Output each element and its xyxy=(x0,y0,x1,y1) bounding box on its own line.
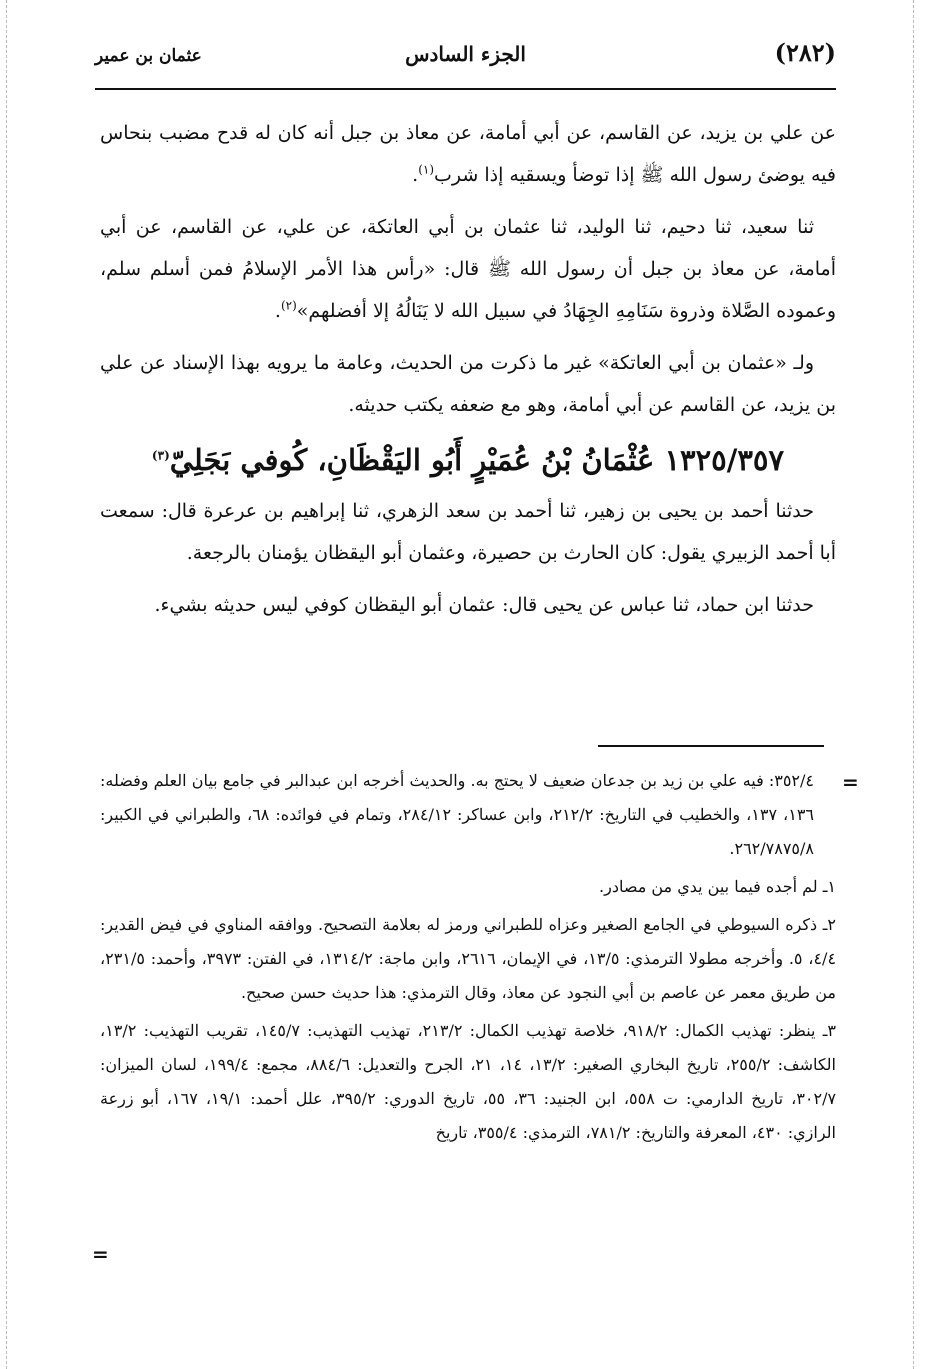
footnote-1: ١ـ لم أجده فيما بين يدي من مصادر. xyxy=(599,877,836,896)
scan-edge-line-right xyxy=(913,0,914,1369)
paragraph-1-text: عن علي بن يزيد، عن القاسم، عن أبي أمامة، عن معاذ بن جبل أنه كان له قدح مضبب بنحاس فيه يوضئ رسول الله ﷺ إذا توضأ ويسقيه إذا شرب xyxy=(100,122,836,186)
paragraph-2-end: . xyxy=(274,300,281,322)
paragraph-1-end: . xyxy=(412,164,419,186)
entry-heading-text: ١٣٢٥/٣٥٧ عُثْمَانُ بْنُ عُمَيْرٍ أَبُو اليَقْظَانِ، كُوفي بَجَلِيّ xyxy=(169,443,785,477)
footnote-continued: ٣٥٢/٤: فيه علي بن زيد بن جدعان ضعيف لا يحتج به. والحديث أخرجه ابن عبدالبر في جامع بيان العلم وفضله: ١٣٦، ١٣٧، والخطيب في التاريخ: ٢١٢/٢، وابن عساكر: ٢٨٤/١٢، وتمام في فوائده: ٦٨، والطبراني في الكبير: ٢٦٢/٧٨٧٥/٨. xyxy=(100,771,815,858)
paragraph-3: ولـ «عثمان بن أبي العاتكة» غير ما ذكرت من الحديث، وعامة ما يرويه بهذا الإسناد عن علي بن يزيد، عن القاسم عن أبي أمامة، وهو مع ضعفه يكتب حديثه. xyxy=(100,352,836,416)
volume-title: الجزء السادس xyxy=(405,42,526,66)
paragraph-1 xyxy=(100,112,836,196)
footnote-ref-3: (٣) xyxy=(151,448,170,463)
scan-edge-line-left xyxy=(6,0,7,1369)
main-text xyxy=(100,112,836,636)
footnote-ref-2: (٢) xyxy=(280,298,297,313)
continuation-mark-bottom: = xyxy=(92,1242,109,1266)
paragraph-5: حدثنا ابن حماد، ثنا عباس عن يحيى قال: عثمان أبو اليقظان كوفي ليس حديثه بشيء. xyxy=(154,594,814,616)
footnote-ref-1: (١) xyxy=(418,162,435,177)
footnote-divider xyxy=(598,745,824,747)
footnote-3: ٣ـ ينظر: تهذيب الكمال: ٩١٨/٢، خلاصة تهذيب الكمال: ٢١٣/٢، تهذيب التهذيب: ١٤٥/٧، تقريب التهذيب: ١٣/٢، الكاشف: ٢٥٥/٢، تاريخ البخاري الصغير: ١٣/٢، ١٤، ٢١، الجرح والتعديل: ٨٨٤/٦، مجمع: ١٩٩/٤، لسان الميزان: ٣٠٢/٧، تاريخ الدارمي: ت ٥٥٨، ابن الجنيد: ٣٦، ٥٥، تاريخ الدوري: ٣٩٥/٢، علل أحمد: ١٩/١، ١٦٧، أبو زرعة الرازي: ٤٣٠، المعرفة والتاريخ: ٧٨١/٢، الترمذي: ٣٥٥/٤، تاريخ xyxy=(100,1021,837,1142)
continuation-mark-top: = xyxy=(842,770,859,794)
page-number: (٢٨٢) xyxy=(774,38,836,67)
running-title: عثمان بن عمير xyxy=(95,46,202,66)
paragraph-2 xyxy=(100,206,836,332)
footnotes xyxy=(100,764,836,1154)
paragraph-2-text: ثنا سعيد، ثنا دحيم، ثنا الوليد، ثنا عثمان بن أبي العاتكة، عن علي، عن القاسم، عن أبي أمامة، عن معاذ بن جبل أن رسول الله ﷺ قال: «رأس هذا الأمر الإسلامُ فمن أسلم سلم، وعموده الصَّلاة وذروة سَنَامِهِ الجِهَادُ في سبيل الله لا يَنَالُهُ إلا أفضلهم» xyxy=(100,216,836,322)
page-header xyxy=(95,34,836,86)
paragraph-4: حدثنا أحمد بن يحيى بن زهير، ثنا أحمد بن سعد الزهري، ثنا إبراهيم بن عرعرة قال: سمعت أبا أحمد الزبيري يقول: كان الحارث بن حصيرة، وعثمان أبو اليقظان يؤمنان بالرجعة. xyxy=(100,500,836,564)
entry-heading xyxy=(100,436,836,484)
header-divider xyxy=(95,88,836,90)
footnote-2: ٢ـ ذكره السيوطي في الجامع الصغير وعزاه للطبراني ورمز له بعلامة التصحيح. ووافقه المناوي في فيض القدير: ٤/٤، ٥. وأخرجه مطولا الترمذي: ١٣/٥، في الإيمان، ٢٦١٦، وابن ماجة: ١٣١٤/٢، في الفتن: ٣٩٧٣، وأحمد: ٢٣١/٥، من طريق معمر عن عاصم بن أبي النجود عن معاذ، وقال الترمذي: هذا حديث حسن صحيح. xyxy=(100,915,837,1002)
